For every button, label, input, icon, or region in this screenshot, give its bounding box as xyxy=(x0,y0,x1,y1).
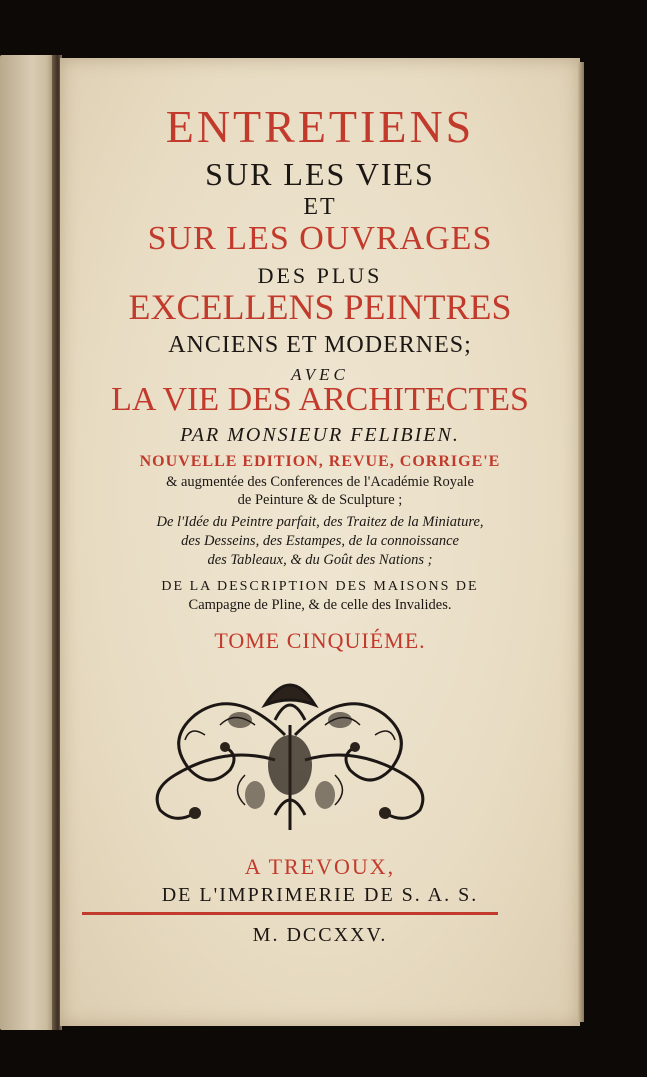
contents-line-3: des Tableaux, & du Goût des Nations ; xyxy=(207,552,433,568)
tome-line: TOME CINQUIÉME. xyxy=(214,628,426,653)
augmentation-line-1: & augmentée des Conferences de l'Académie Royale xyxy=(166,474,474,490)
title-page xyxy=(60,58,580,1026)
description-line-1: DE LA DESCRIPTION DES MAISONS DE xyxy=(161,579,479,594)
printer-line: DE L'IMPRIMERIE DE S. A. S. xyxy=(161,884,479,906)
augmentation-line-2: de Peinture & de Sculpture ; xyxy=(237,492,403,508)
title-line-entretiens: ENTRETIENS xyxy=(165,101,475,152)
edition-line: NOUVELLE EDITION, REVUE, CORRIGE'E xyxy=(139,453,501,470)
floral-vignette-ornament xyxy=(135,665,445,835)
place-line: A TREVOUX, xyxy=(244,854,396,879)
title-line-avec: AVEC xyxy=(291,365,349,384)
page-fore-edge xyxy=(578,62,584,1022)
facing-page-edge xyxy=(0,55,58,1030)
title-line-sur-les-vies: SUR LES VIES xyxy=(205,156,435,192)
title-line-des-plus: DES PLUS xyxy=(257,263,383,288)
year-line: M. DCCXXV. xyxy=(252,924,388,946)
red-divider-rule xyxy=(82,912,498,915)
author-line: PAR MONSIEUR FELIBIEN. xyxy=(180,424,460,446)
description-line-2: Campagne de Pline, & de celle des Invalides. xyxy=(188,597,452,613)
contents-line-2: des Desseins, des Estampes, de la connoissance xyxy=(181,533,459,549)
title-line-excellens-peintres: EXCELLENS PEINTRES xyxy=(128,287,512,327)
title-line-sur-les-ouvrages: SUR LES OUVRAGES xyxy=(147,220,493,257)
contents-line-1: De l'Idée du Peintre parfait, des Traitez de la Miniature, xyxy=(156,514,484,530)
title-line-vie-des-architectes: LA VIE DES ARCHITECTES xyxy=(111,381,529,418)
title-line-et: ET xyxy=(303,194,337,220)
title-line-anciens-modernes: ANCIENS ET MODERNES; xyxy=(168,332,472,358)
